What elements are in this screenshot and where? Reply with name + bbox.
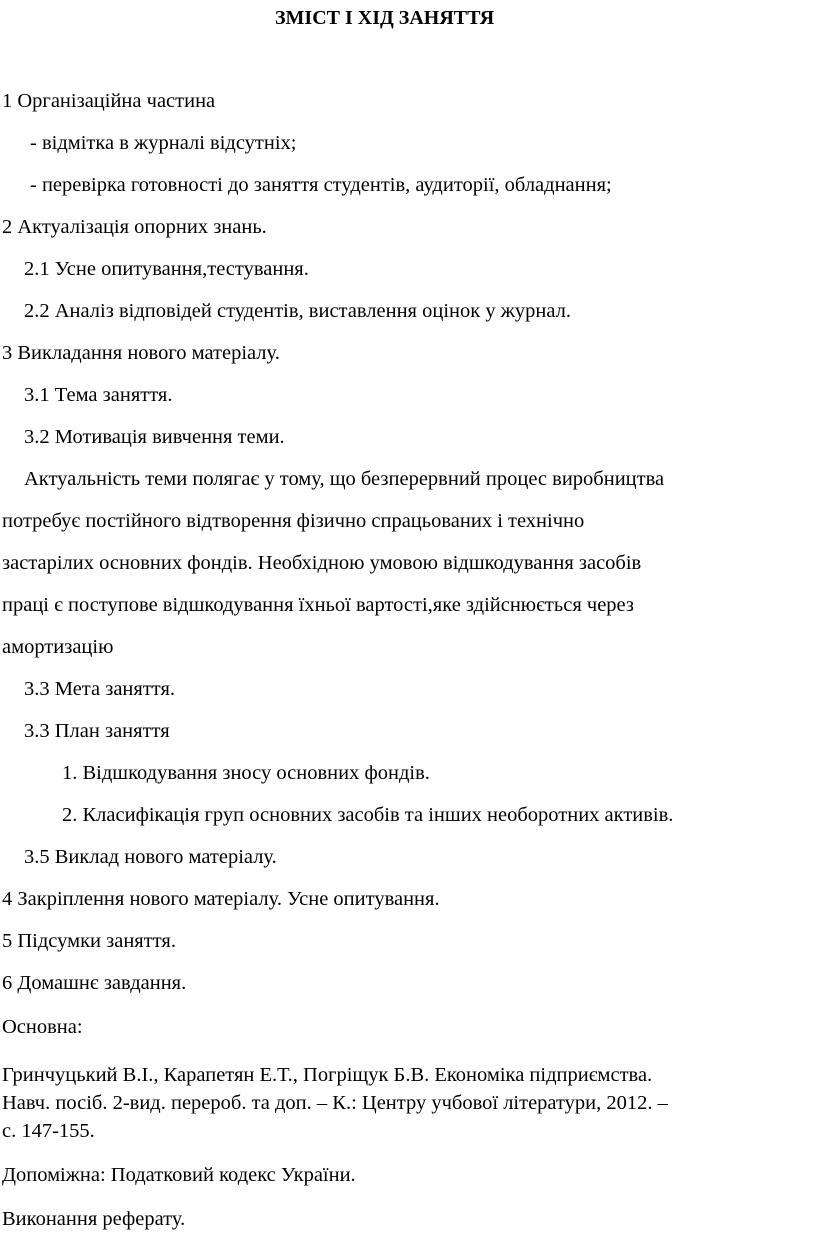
section-1-heading: 1 Організаційна частина — [2, 90, 216, 112]
auxiliary-literature: Допоміжна: Податковий кодекс України. — [2, 1164, 356, 1186]
section-5-heading: 5 Підсумки заняття. — [2, 930, 176, 952]
paragraph-line-4: праці є поступове відшкодування їхньої вартості,яке здійснюється через — [2, 594, 634, 616]
reference-line-2: Навч. посіб. 2-вид. перероб. та доп. – К.: Центру учбової літератури, 2012. – — [2, 1092, 668, 1114]
paragraph-line-1: Актуальність теми полягає у тому, що безперервний процес виробництва — [24, 468, 665, 490]
section-1-item-absence: - відмітка в журналі відсутніх; — [30, 132, 297, 154]
section-2-1: 2.1 Усне опитування,тестування. — [24, 258, 309, 280]
paragraph-line-3: застарілих основних фондів. Необхідною умовою відшкодування засобів — [2, 552, 642, 574]
section-2-heading: 2 Актуалізація опорних знань. — [2, 216, 267, 238]
main-literature-label: Основна: — [2, 1016, 83, 1038]
plan-item-2: 2. Класифікація груп основних засобів та інших необоротних активів. — [62, 804, 674, 826]
section-3-3-goal: 3.3 Мета заняття. — [24, 678, 176, 700]
section-3-5: 3.5 Виклад нового матеріалу. — [24, 846, 277, 868]
essay-task: Виконання реферату. — [2, 1208, 186, 1230]
section-3-1: 3.1 Тема заняття. — [24, 384, 173, 406]
section-2-2: 2.2 Аналіз відповідей студентів, виставлення оцінок у журнал. — [24, 300, 571, 322]
paragraph-line-2: потребує постійного відтворення фізично спрацьованих і технічно — [2, 510, 585, 532]
section-3-3-plan: 3.3 План заняття — [24, 720, 170, 742]
section-3-2: 3.2 Мотивація вивчення теми. — [24, 426, 285, 448]
section-3-heading: 3 Викладання нового матеріалу. — [2, 342, 280, 364]
page-title: ЗМІСТ І ХІД ЗАНЯТТЯ — [275, 7, 495, 29]
section-1-item-readiness: - перевірка готовності до заняття студентів, аудиторії, обладнання; — [30, 174, 612, 196]
plan-item-1: 1. Відшкодування зносу основних фондів. — [62, 762, 430, 784]
reference-line-1: Гринчуцький В.І., Карапетян Е.Т., Погріщук Б.В. Економіка підприємства. — [2, 1064, 653, 1086]
section-4-heading: 4 Закріплення нового матеріалу. Усне опитування. — [2, 888, 440, 910]
paragraph-line-5: амортизацію — [2, 636, 114, 658]
reference-line-3: с. 147-155. — [2, 1120, 95, 1142]
section-6-heading: 6 Домашнє завдання. — [2, 972, 187, 994]
